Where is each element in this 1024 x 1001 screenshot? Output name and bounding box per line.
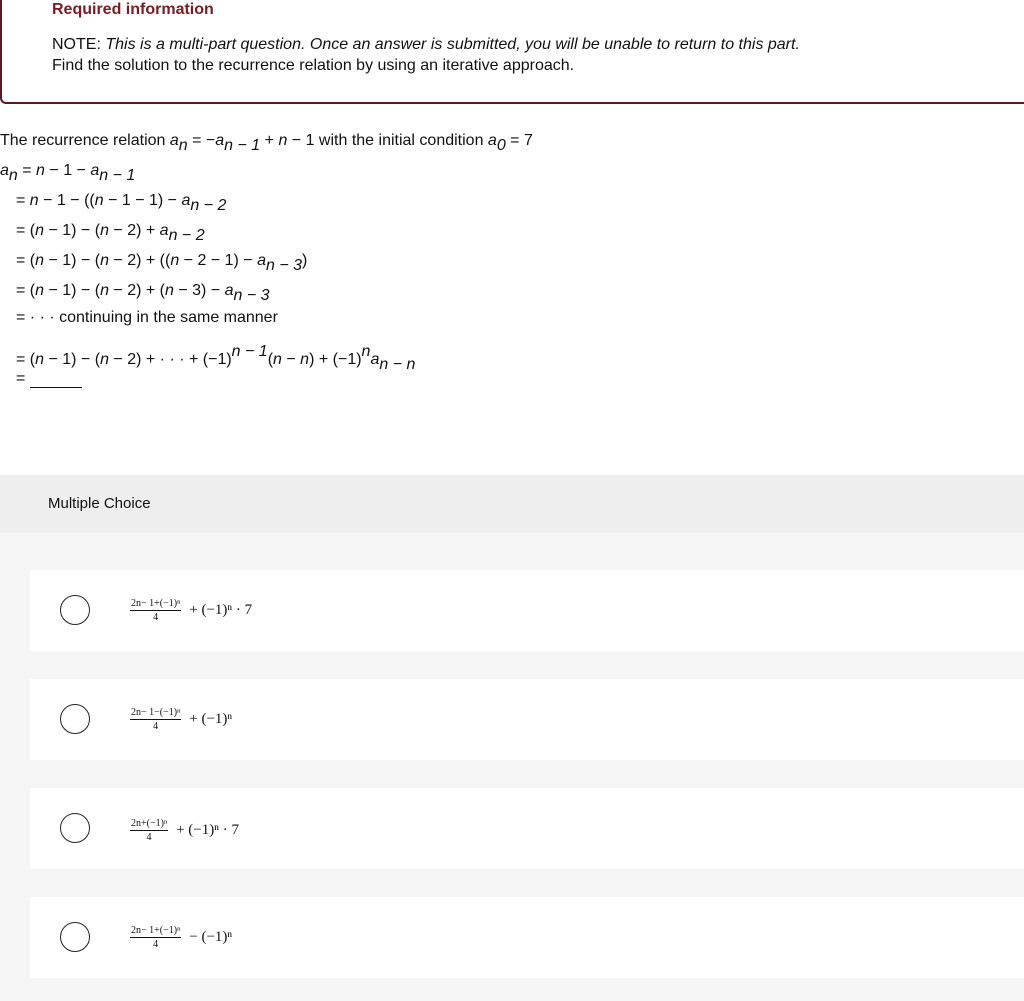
- multiple-choice-label: Multiple Choice: [48, 495, 151, 512]
- option-4-expression: $\frac{\text{2n− 1+(−1)ⁿ}}{4}$ − (−1)ⁿ: [131, 925, 233, 950]
- work-line-2: = $n - 1 - ((n - 1 - 1) - a_{n - 2}$: [16, 192, 227, 214]
- answer-blank: [30, 373, 82, 388]
- option-3-fraction: $\frac{\text{2n+(−1)ⁿ}}{4}$: [131, 818, 168, 843]
- work-line-1: $a_n = n - 1 - a_{n - 1}$: [0, 162, 136, 184]
- work-line-5: = $(n - 1) - (n - 2) + (n - 3) - a_{n - 3}$: [16, 282, 270, 304]
- work-line-3: = $(n - 1) - (n - 2) + a_{n - 2}$: [16, 222, 205, 244]
- option-1-expression: $\frac{\text{2n− 1+(−1)ⁿ}}{4}$ + (−1)ⁿ · 7: [131, 598, 253, 623]
- option-2-fraction: $\frac{\text{2n− 1−(−1)ⁿ}}{4}$: [131, 707, 181, 732]
- work-line-7: = (n − 1) − (n − 2) + · · · + $(-1)^{n - 1}(n - n) + (-1)^na_{n - n}$: [16, 343, 416, 373]
- note-text: [52, 34, 800, 76]
- instruction-text: Find the solution to the recurrence relation by using an iterative approach.: [52, 57, 575, 74]
- radio-option-3[interactable]: [60, 813, 90, 843]
- work-line-6: = · · · continuing in the same manner: [16, 309, 278, 326]
- option-3-expression: $\frac{\text{2n+(−1)ⁿ}}{4}$ + (−1)ⁿ · 7: [131, 818, 239, 843]
- note-italic: This is a multi-part question. Once an answer is submitted, you will be unable to return to this part.: [105, 36, 800, 53]
- radio-option-1[interactable]: [60, 595, 90, 625]
- option-2-expression: $\frac{\text{2n− 1−(−1)ⁿ}}{4}$ + (−1)ⁿ: [131, 707, 233, 732]
- option-1-fraction: $\frac{\text{2n− 1+(−1)ⁿ}}{4}$: [131, 598, 181, 623]
- required-information-panel: [0, 0, 1024, 104]
- work-line-answer: =: [16, 370, 82, 388]
- note-prefix: NOTE:: [52, 36, 101, 53]
- option-4[interactable]: [30, 897, 1024, 978]
- option-3[interactable]: [30, 788, 1024, 869]
- multiple-choice-header: [0, 475, 1024, 533]
- option-4-fraction: $\frac{\text{2n− 1+(−1)ⁿ}}{4}$: [131, 925, 181, 950]
- option-1[interactable]: [30, 570, 1024, 651]
- radio-option-4[interactable]: [60, 922, 90, 952]
- work-intro-line: The recurrence relation $a_n = -a_{n - 1} + n - 1$ with the initial condition $a_0 = 7$: [0, 132, 533, 154]
- work-line-4: = $(n - 1) - (n - 2) + ((n - 2 - 1) - a_{n - 3})$: [16, 252, 308, 274]
- option-2[interactable]: [30, 679, 1024, 760]
- required-title: Required information: [52, 1, 214, 18]
- radio-option-2[interactable]: [60, 704, 90, 734]
